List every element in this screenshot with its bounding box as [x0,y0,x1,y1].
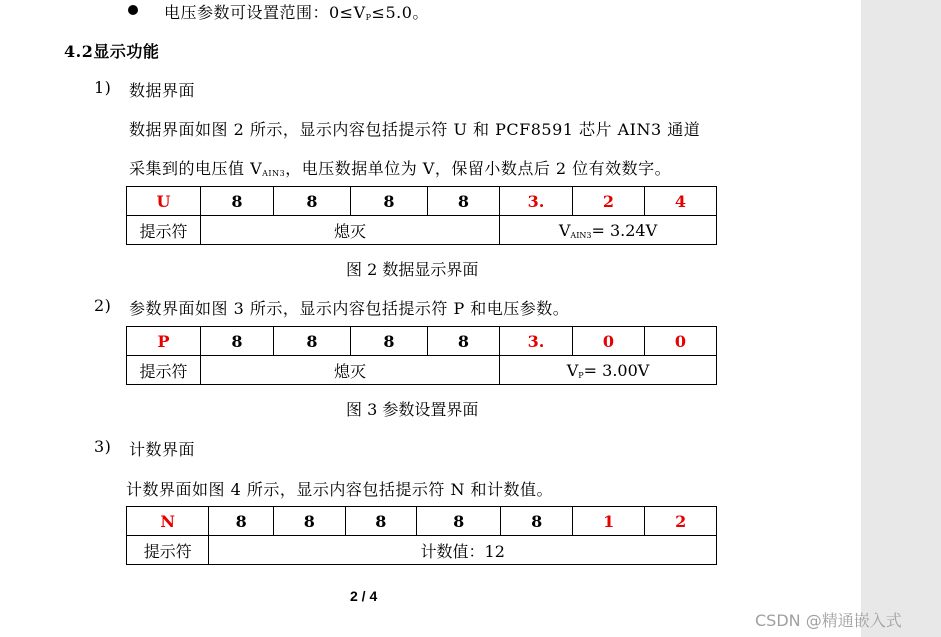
digit-cell: 1 [572,507,645,536]
figure2-desc-row [127,216,717,245]
digit-cell: P [127,327,201,356]
s3-number: 3) [94,437,112,456]
s3-title: 计数界面 [129,440,196,459]
s1-number: 1) [94,78,112,97]
digit-cell: 8 [201,327,274,356]
digit-cell: 0 [573,327,645,356]
digit-cell: 8 [274,327,351,356]
digit-cell: 8 [417,507,501,536]
count-value-cell: 计数值：12 [209,536,717,565]
figure3-table [126,326,717,385]
digit-cell: 2 [645,507,717,536]
digit-cell: 8 [274,187,351,216]
watermark: CSDN @精通嵌入式 [755,611,902,630]
figure3-caption: 图 3 参数设置界面 [346,400,479,419]
off-cell: 熄灭 [201,356,500,385]
digit-cell: 8 [209,507,274,536]
digit-cell: 8 [351,327,428,356]
page-number: 2 / 4 [350,588,378,604]
s1-paragraph-line1: 数据界面如图 2 所示，显示内容包括提示符 U 和 PCF8591 芯片 AIN3 通道 [129,120,701,139]
digit-cell: 8 [345,507,417,536]
bullet-icon [128,5,138,15]
digit-cell: 4 [645,187,717,216]
figure3-desc-row [127,356,717,385]
value-cell: $V_P= 3.00V$ [500,356,717,385]
digit-cell: U [127,187,201,216]
figure4-desc-row [127,536,717,565]
section-title: 4.2显示功能 [64,42,160,61]
digit-cell: 3. [500,327,573,356]
off-cell: 熄灭 [201,216,500,245]
digit-cell: 8 [428,187,500,216]
figure4-table [126,506,717,565]
label-cell: 提示符 [127,536,209,565]
digit-cell: 8 [274,507,346,536]
s1-paragraph-line2: 采集到的电压值 $V_{AIN3}$，电压数据单位为 V，保留小数点后 2 位有效数字。 [129,159,672,178]
digit-cell: 8 [428,327,500,356]
bullet-text: 电压参数可设置范围：$0\le V_P\le 5.0$。 [164,3,429,22]
label-cell: 提示符 [127,356,201,385]
figure4-digits-row [127,507,717,536]
s2-number: 2) [94,296,112,315]
label-cell: 提示符 [127,216,201,245]
s1-title: 数据界面 [129,81,196,100]
digit-cell: 8 [501,507,573,536]
value-cell: $V_{AIN3}= 3.24V$ [500,216,717,245]
digit-cell: 8 [201,187,274,216]
digit-cell: 0 [645,327,717,356]
digit-cell: N [127,507,209,536]
s2-text: 参数界面如图 3 所示，显示内容包括提示符 P 和电压参数。 [129,299,570,318]
s3-paragraph: 计数界面如图 4 所示，显示内容包括提示符 N 和计数值。 [126,480,554,499]
digit-cell: 2 [573,187,645,216]
figure2-caption: 图 2 数据显示界面 [346,260,479,279]
viewer-background [861,0,941,637]
figure2-table [126,186,717,245]
digit-cell: 3. [500,187,573,216]
digit-cell: 8 [351,187,428,216]
figure3-digits-row [127,327,717,356]
figure2-digits-row [127,187,717,216]
